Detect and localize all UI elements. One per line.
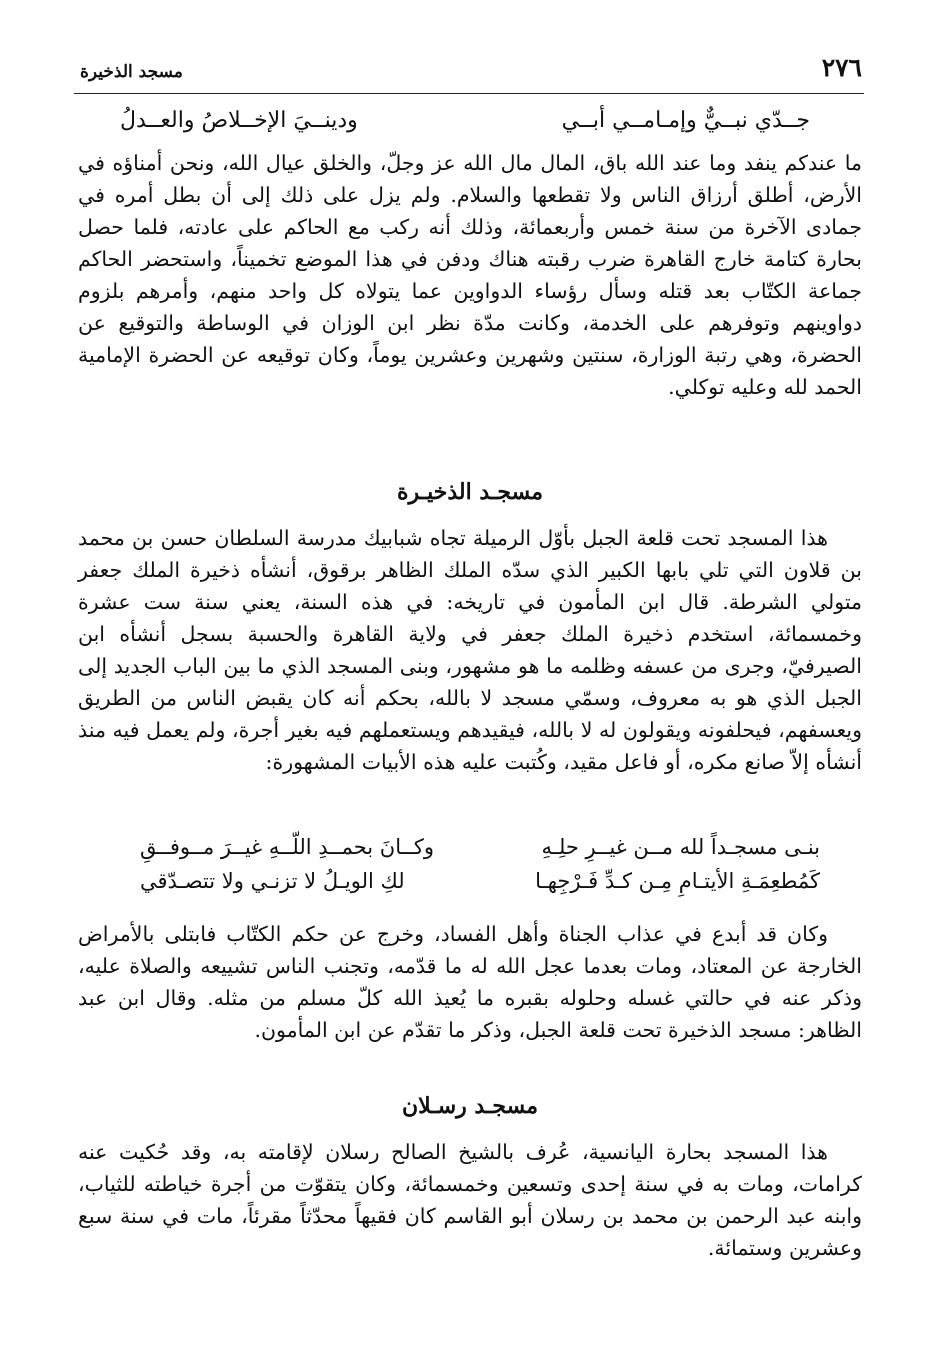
poem-line-1-second: وكــانَ بحمــدِ اللّــهِ غيــرَ مــوفــقِ [140,835,435,859]
poem-line-2-second: لكِ الويـلُ لا تزنـي ولا تتصـدّقي [140,869,405,893]
body-text-block-1 [78,147,862,403]
verse-first-hemistich: جــدّي نبــيٌّ وإمـامــي أبــي [561,107,810,133]
poem-line-1 [140,830,820,864]
header-divider [74,93,864,94]
paragraph-dhakhira-death: وكان قد أبدع في عذاب الجناة وأهل الفساد، وخرج عن حكم الكتّاب فابتلى بالأمراض الخارجة عن المعتاد، ومات بعدما عجل الله له ما قدّمه، وتجنب الناس تشييعه والصلاة عليه، وذكر عنه في حالتي غسله وحلوله بقبره ما يُعيذ الله كلّ مسلم من مثله. وقال ابن عبد الظاهر: مسجد الذخيرة تحت قلعة الجبل، وذكر ما تقدّم عن ابن المأمون. [78,922,862,1042]
section-heading-raslan: مسجـد رسـلان [401,1093,539,1119]
poem-block [140,830,820,898]
poem-line-2-first: كَمُطعِمَـةِ الأيتـامِ مِـن كـدِّ فَـرْجِهـا [535,869,820,893]
verse-couplet [120,98,810,142]
paragraph-raslan: هذا المسجد بحارة اليانسية، عُرف بالشيخ الصالح رسلان لإقامته به، وقد حُكيت عنه كرامات، ومات به في سنة إحدى وتسعين وخمسمائة، وكان يتقوّت من أجرة خياطته للثياب، وابنه عبد الرحمن بن محمد بن رسلان أبو القاسم كان فقيهاً محدّثاً مقرئاً، مات في سنة سبع وعشرين وستمائة. [78,1140,862,1260]
poem-line-2 [140,864,820,898]
section-heading-dhakhira: مسجـد الذخيـرة [397,479,543,505]
paragraph-continuation: ما عندكم ينفد وما عند الله باق، المال مال الله عز وجلّ، والخلق عيال الله، ونحن أمناؤه في الأرض، أطلق أرزاق الناس ولا تقطعها والسلام. ولم يزل على ذلك إلى أن بطل أمره في جمادى الآخرة من سنة خمس وأربعمائة، وذلك أنه ركب مع الحاكم على عادته، فلما حصل بحارة كتامة خارج القاهرة ضرب رقبته هناك ودفن في هذا الموضع تخميناً، واستحضر الحاكم جماعة الكتّاب بعد قتله وسأل رؤساء الدواوين عما يتولاه كل واحد منهم، وأمرهم بلزوم دواوينهم وتوفرهم على الخدمة، وكانت مدّة نظر ابن الوزان في الوساطة والتوقيع عن الحضرة، وهي رتبة الوزارة، سنتين وشهرين وعشرين يوماً، وكان توقيعه عن الحضرة الإمامية الحمد لله وعليه توكلي. [78,151,862,399]
poem-line-1-first: بنـى مسجـداً لله مــن غيــرِ حلِـهِ [541,835,820,859]
paragraph-dhakhira-intro: هذا المسجد تحت قلعة الجبل بأوّل الرميلة تجاه شبابيك مدرسة السلطان حسن بن محمد بن قلاون التي تلي بابها الكبير الذي سدّه الملك الظاهر برقوق، أنشأه ذخيرة الملك جعفر متولي الشرطة. قال ابن المأمون في تاريخه: في هذه السنة، يعني سنة ست عشرة وخمسمائة، استخدم ذخيرة الملك جعفر في ولاية القاهرة والحسبة بسجل أنشأه ابن الصيرفيّ، وجرى من عسفه وظلمه ما هو مشهور، وبنى المسجد الذي ما بين الباب الجديد إلى الجبل الذي هو به معروف، وسمّي مسجد لا بالله، بحكم أنه كان يقبض الناس من الطريق ويعسفهم، فيحلفونه ويقولون له لا بالله، فيقيدهم ويستعملهم فيه بغير أجرة، ولم يعمل فيه منذ أنشأه إلاّ صانع مكره، أو فاعل مقيد، وكُتبت عليه هذه الأبيات المشهورة: [78,526,862,774]
running-header [80,44,862,82]
section-2 [78,1086,862,1264]
verse-second-hemistich: ودينــيَ الإخــلاصُ والعــدلُ [120,107,358,133]
section-1 [78,472,862,778]
running-title: مسجد الذخيرة [80,62,183,82]
page-number: ٢٧٦ [821,53,862,82]
body-text-block-2 [78,918,862,1046]
